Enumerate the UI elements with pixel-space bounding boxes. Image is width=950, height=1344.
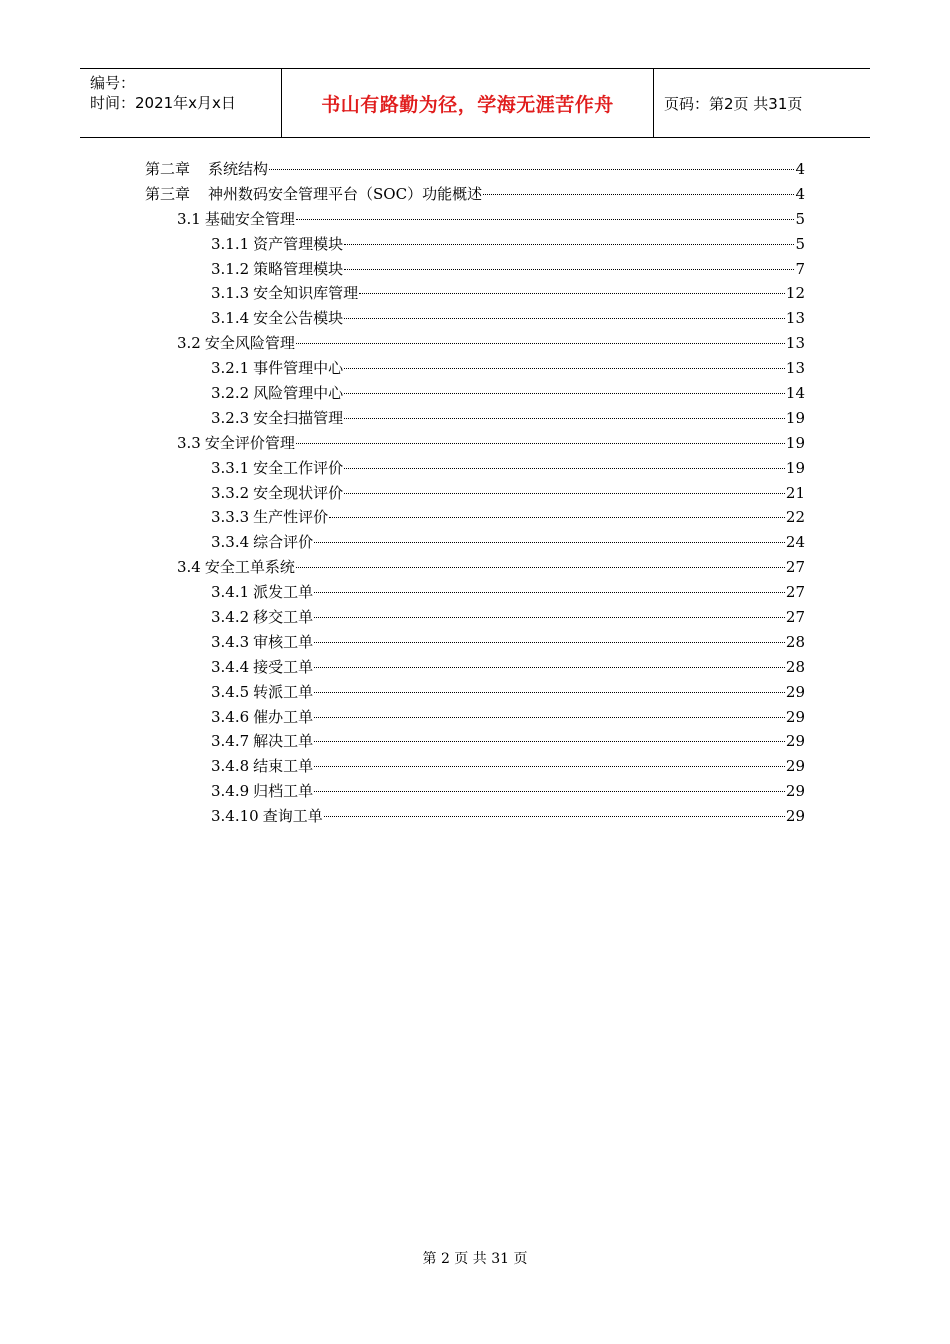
toc-entry-page: 21 [785, 483, 805, 502]
toc-dot-leader [483, 194, 794, 195]
toc-entry-title: 安全公告模块 [253, 309, 344, 328]
toc-entry-page: 28 [785, 657, 805, 676]
toc-dot-leader [314, 741, 785, 742]
toc-entry-title: 风险管理中心 [253, 384, 344, 403]
toc-entry-page: 27 [785, 608, 805, 627]
toc-entry-title: 催办工单 [253, 707, 314, 726]
toc-entry-number: 3.4.9 [211, 782, 250, 801]
toc-entry-number: 3.2 [177, 334, 201, 353]
toc-entry-page: 7 [795, 259, 805, 278]
toc-entry-title: 移交工单 [253, 608, 314, 627]
toc-entry-page: 4 [795, 160, 805, 178]
toc-dot-leader [314, 642, 785, 643]
toc-entry[interactable] [145, 407, 805, 432]
toc-entry-number: 3.4.10 [211, 807, 259, 826]
toc-dot-leader [269, 169, 794, 170]
toc-entry-page: 19 [785, 433, 805, 452]
toc-entry-title: 安全扫描管理 [253, 408, 344, 427]
toc-entry[interactable] [145, 506, 805, 531]
toc-dot-leader [296, 443, 785, 444]
toc-entry-page: 27 [785, 558, 805, 577]
toc-entry-number: 3.2.3 [211, 408, 250, 427]
page-header [80, 68, 870, 138]
toc-entry-page: 13 [785, 309, 805, 328]
toc-entry-page: 4 [795, 184, 805, 203]
toc-entry[interactable] [145, 780, 805, 805]
toc-entry-page: 5 [795, 234, 805, 253]
toc-dot-leader [344, 468, 785, 469]
toc-entry-number: 3.3.1 [211, 458, 250, 477]
toc-entry-title: 解决工单 [253, 732, 314, 751]
toc-entry[interactable] [145, 432, 805, 457]
toc-entry-number: 3.4.1 [211, 583, 250, 602]
header-motto-cell [282, 69, 654, 137]
toc-entry[interactable] [145, 332, 805, 357]
toc-entry[interactable] [145, 656, 805, 681]
toc-entry-page: 19 [785, 458, 805, 477]
toc-entry-number: 3.3.3 [211, 508, 250, 527]
toc-entry[interactable] [145, 382, 805, 407]
toc-entry-number: 3.3 [177, 433, 201, 452]
toc-entry[interactable] [145, 755, 805, 780]
toc-entry-title: 安全风险管理 [204, 334, 295, 353]
toc-entry-title: 生产性评价 [253, 508, 329, 527]
toc-entry-page: 29 [785, 732, 805, 751]
toc-entry-number: 3.3.4 [211, 533, 250, 552]
table-of-contents [145, 158, 805, 830]
toc-entry[interactable] [145, 482, 805, 507]
toc-entry-title: 转派工单 [253, 682, 314, 701]
toc-entry-page: 13 [785, 334, 805, 353]
toc-dot-leader [344, 318, 785, 319]
toc-entry-number: 3.3.2 [211, 483, 250, 502]
toc-entry-page: 19 [785, 408, 805, 427]
toc-dot-leader [344, 393, 785, 394]
serial-label: 编号： [90, 74, 136, 92]
toc-entry-number: 3.4.3 [211, 632, 250, 651]
toc-entry-number: 3.4.8 [211, 757, 250, 776]
toc-entry-page: 24 [785, 533, 805, 552]
toc-dot-leader [324, 816, 785, 817]
toc-entry-page: 29 [785, 757, 805, 776]
toc-entry-number: 3.4.4 [211, 657, 250, 676]
toc-entry[interactable] [145, 581, 805, 606]
header-page-info-cell [654, 69, 870, 137]
toc-entry-title: 神州数码安全管理平台（SOC）功能概述 [208, 184, 483, 203]
toc-entry-title: 安全工单系统 [204, 558, 295, 577]
toc-entry-page: 5 [795, 209, 805, 228]
toc-dot-leader [314, 542, 785, 543]
toc-entry-title: 综合评价 [253, 533, 314, 552]
toc-entry-page: 28 [785, 632, 805, 651]
toc-entry[interactable] [145, 631, 805, 656]
toc-dot-leader [314, 791, 785, 792]
toc-dot-leader [314, 692, 785, 693]
toc-entry-title: 审核工单 [253, 632, 314, 651]
toc-entry[interactable] [145, 706, 805, 731]
toc-entry[interactable] [145, 606, 805, 631]
toc-entry-page: 29 [785, 807, 805, 826]
toc-entry-page: 22 [785, 508, 805, 527]
toc-entry-page: 14 [785, 384, 805, 403]
toc-dot-leader [314, 617, 785, 618]
toc-dot-leader [314, 667, 785, 668]
toc-entry[interactable] [145, 282, 805, 307]
toc-entry-title: 资产管理模块 [253, 234, 344, 253]
toc-entry-title: 基础安全管理 [204, 209, 295, 228]
toc-entry-page: 29 [785, 782, 805, 801]
toc-dot-leader [344, 493, 785, 494]
toc-entry-title: 接受工单 [253, 657, 314, 676]
toc-dot-leader [314, 766, 785, 767]
toc-entry-title: 结束工单 [253, 757, 314, 776]
toc-dot-leader [344, 418, 785, 419]
toc-entry-number: 第二章 [145, 160, 191, 178]
toc-entry-number: 3.1.1 [211, 234, 250, 253]
toc-entry-page: 13 [785, 359, 805, 378]
toc-entry-number: 3.2.1 [211, 359, 250, 378]
toc-entry[interactable] [145, 681, 805, 706]
toc-entry-number: 3.1 [177, 209, 201, 228]
toc-dot-leader [344, 244, 794, 245]
toc-entry[interactable] [145, 556, 805, 581]
toc-entry-number: 3.4.2 [211, 608, 250, 627]
toc-entry-title: 安全评价管理 [204, 433, 295, 452]
toc-entry-number: 3.2.2 [211, 384, 250, 403]
toc-entry-number: 3.1.4 [211, 309, 250, 328]
toc-dot-leader [296, 567, 785, 568]
toc-entry-title: 派发工单 [253, 583, 314, 602]
toc-entry-title: 系统结构 [208, 160, 269, 178]
motto: 书山有路勤为径，学海无涯苦作舟 [321, 93, 614, 116]
toc-entry-number: 3.1.3 [211, 284, 250, 303]
toc-entry-page: 12 [785, 284, 805, 303]
toc-entry-page: 29 [785, 707, 805, 726]
toc-entry-number: 3.4.6 [211, 707, 250, 726]
header-meta [80, 69, 282, 137]
toc-entry-page: 27 [785, 583, 805, 602]
toc-dot-leader [296, 219, 794, 220]
toc-dot-leader [314, 592, 785, 593]
toc-entry-number: 3.4.5 [211, 682, 250, 701]
toc-entry-title: 策略管理模块 [253, 259, 344, 278]
toc-dot-leader [314, 717, 785, 718]
toc-dot-leader [329, 517, 785, 518]
time-label: 时间：2021年x月x日 [90, 94, 236, 112]
toc-entry[interactable] [145, 531, 805, 556]
toc-entry-title: 查询工单 [262, 807, 323, 826]
toc-entry-title: 安全知识库管理 [253, 284, 359, 303]
toc-dot-leader [344, 269, 794, 270]
toc-entry-number: 3.1.2 [211, 259, 250, 278]
toc-entry-title: 安全工作评价 [253, 458, 344, 477]
toc-entry-title: 事件管理中心 [253, 359, 344, 378]
toc-dot-leader [359, 293, 785, 294]
toc-entry-number: 3.4 [177, 558, 201, 577]
toc-entry[interactable] [145, 183, 805, 208]
toc-entry-page: 29 [785, 682, 805, 701]
toc-entry-number: 第三章 [145, 184, 191, 203]
toc-entry[interactable] [145, 233, 805, 258]
toc-entry[interactable] [145, 208, 805, 233]
toc-entry-title: 安全现状评价 [253, 483, 344, 502]
toc-dot-leader [344, 368, 785, 369]
toc-dot-leader [296, 343, 785, 344]
toc-entry[interactable] [145, 805, 805, 830]
toc-entry[interactable] [145, 307, 805, 332]
page-footer: 第 2 页 共 31 页 [422, 1251, 528, 1267]
page-info: 页码：第2页 共31页 [664, 94, 803, 113]
toc-entry[interactable] [145, 730, 805, 755]
toc-entry[interactable] [145, 357, 805, 382]
toc-entry[interactable] [145, 258, 805, 283]
toc-entry[interactable] [145, 457, 805, 482]
toc-entry-number: 3.4.7 [211, 732, 250, 751]
toc-entry[interactable] [145, 158, 805, 183]
toc-entry-title: 归档工单 [253, 782, 314, 801]
